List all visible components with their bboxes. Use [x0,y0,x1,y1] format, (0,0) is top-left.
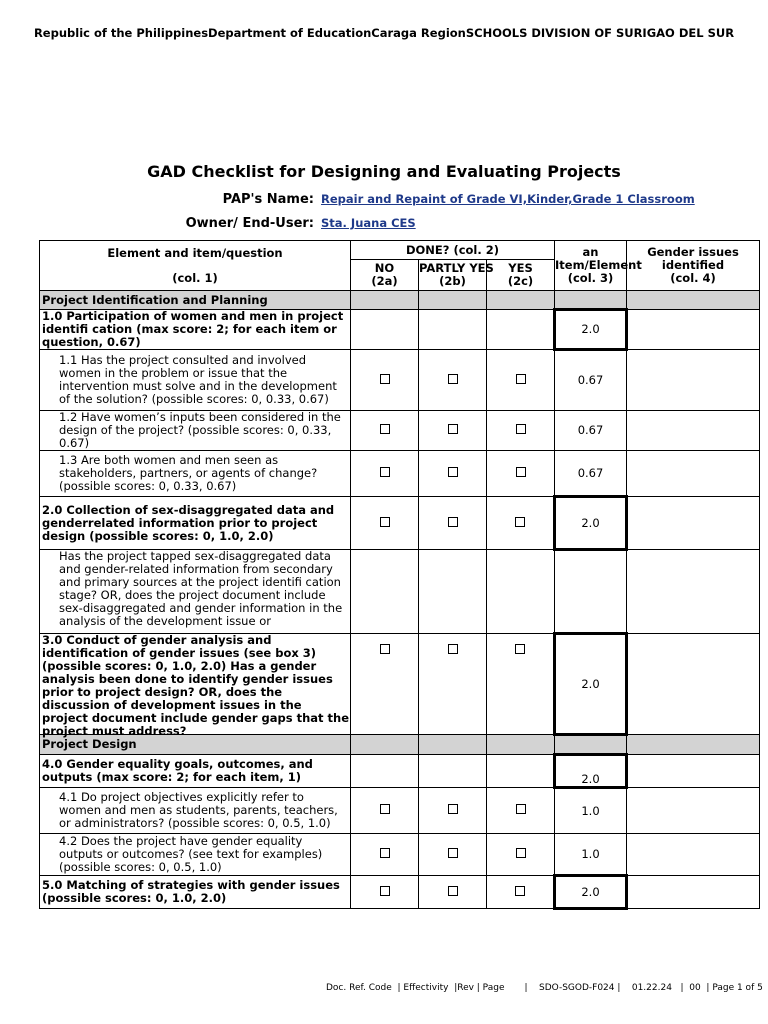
table-row [40,411,760,451]
checkbox-yes[interactable] [516,848,526,858]
paps-label: PAP's Name: [222,192,314,207]
gender-issues-cell[interactable] [627,876,760,909]
table-row [40,497,760,550]
col3-header-title: an Item/Element [555,245,642,272]
col1-header-sub: (col. 1) [172,270,218,285]
score-cell: 2.0 [555,310,627,350]
no-sub: (2a) [371,274,398,288]
checkbox-partly-yes[interactable] [448,886,458,896]
score-cell: 1.0 [555,788,627,834]
owner-value[interactable]: Sta. Juana CES [321,216,416,230]
checkbox-yes[interactable] [516,424,526,434]
checkbox-no[interactable] [380,848,390,858]
checkbox-yes[interactable] [515,517,525,527]
checkbox-partly-yes[interactable] [448,517,458,527]
table-row [40,755,760,788]
checkbox-partly-yes[interactable] [448,848,458,858]
col3-header [555,241,642,291]
checkbox-no[interactable] [380,374,390,384]
col3-header-sub: (col. 3) [567,271,614,285]
table-row [40,451,760,497]
score-cell: 2.0 [555,634,627,735]
section-label: Project Design [40,735,351,755]
partly-header [419,260,494,291]
agency-header: Republic of the PhilippinesDepartment of EducationCaraga RegionSCHOOLS DIVISION OF SURIGAO DEL SUR [33,26,735,40]
partly-label: PARTLY YES [419,261,494,275]
question-text: 1.1 Has the project consulted and involved women in the problem or issue that the intervention must solve and in the development of the solution? (possible scores: 0, 0.33, 0.67) [40,350,351,411]
gender-issues-cell[interactable] [627,834,760,876]
score-cell: 2.0 [555,876,627,909]
checkbox-no[interactable] [380,467,390,477]
checkbox-yes[interactable] [516,374,526,384]
checkbox-partly-yes[interactable] [448,644,458,654]
gender-issues-cell[interactable] [627,634,760,735]
checkbox-no[interactable] [380,517,390,527]
yes-sub: (2c) [507,274,534,288]
col4-header [627,241,760,291]
document-footer: Doc. Ref. Code | Effectivity |Rev | Page | SDO-SGOD-F024 | 01.22.24 | 00 | Page 1 of 5 [326,983,763,993]
gender-issues-cell[interactable] [627,550,760,634]
col1-header [40,241,351,291]
score-cell: 0.67 [555,350,627,411]
question-text-inner: 3.0 Conduct of gender analysis and identification of gender issues (see box 3) (possible scores: 0, 1.0, 2.0) Has a gender analysis been done to identify gender issues prior to project design? OR, does the discussion of development issues in the project document include gender gaps that the project must address? [42,633,350,738]
checkbox-yes[interactable] [516,804,526,814]
gender-issues-cell[interactable] [627,411,760,451]
gender-issues-cell[interactable] [627,788,760,834]
table-row [40,876,760,909]
done-header: DONE? (col. 2) [351,241,555,260]
document-title: GAD Checklist for Designing and Evaluating Projects [147,162,621,181]
gad-checklist-table [39,240,760,910]
no-label: NO [374,261,395,275]
score-cell: 2.0 [555,497,627,550]
question-text: 4.0 Gender equality goals, outcomes, and outputs (max score: 2; for each item, 1) [40,755,351,788]
table-row [40,350,760,411]
checkbox-no[interactable] [380,644,390,654]
checkbox-no[interactable] [380,424,390,434]
checkbox-yes[interactable] [516,467,526,477]
owner-row [0,216,768,236]
gender-issues-cell[interactable] [627,497,760,550]
col1-header-title: Element and item/question [107,245,283,260]
section-label: Project Identification and Planning [40,291,351,310]
checkbox-yes[interactable] [515,644,525,654]
question-text: 1.0 Participation of women and men in project identifi cation (max score: 2; for each item or question, 0.67) [40,310,351,350]
question-text: 4.2 Does the project have gender equality outputs or outcomes? (see text for examples) (possible scores: 0, 0.5, 1.0) [40,834,351,876]
table-row [40,634,760,735]
score-cell: 0.67 [555,411,627,451]
checkbox-partly-yes[interactable] [448,804,458,814]
paps-value[interactable]: Repair and Repaint of Grade VI,Kinder,Grade 1 Classroom [321,192,695,206]
checkbox-partly-yes[interactable] [448,374,458,384]
gender-issues-cell[interactable] [627,451,760,497]
score-cell: 1.0 [555,834,627,876]
question-text-inner: Has the project tapped sex-disaggregated data and gender-related information from secondary and primary sources at the project identifi cation stage? OR, does the project document include sex-disaggregated and gender information in the analysis of the development issue or [59,549,343,628]
owner-label: Owner/ End-User: [185,216,314,231]
gender-issues-cell[interactable] [627,350,760,411]
question-text [40,633,351,738]
score-cell [555,550,627,634]
gender-issues-cell[interactable] [627,755,760,788]
table-row [40,834,760,876]
table-row [40,788,760,834]
yes-header [487,260,555,291]
checkbox-partly-yes[interactable] [448,467,458,477]
no-header [351,260,419,291]
table-row [40,550,760,634]
question-text: 4.1 Do project objectives explicitly refer to women and men as students, parents, teachers, or administrators? (possible scores: 0, 0.5, 1.0) [40,788,351,834]
score-cell: 0.67 [555,451,627,497]
checkbox-no[interactable] [380,886,390,896]
partly-sub: (2b) [439,274,466,288]
col4-header-title: Gender issues identified [647,245,739,272]
question-text: 1.2 Have women’s inputs been considered in the design of the project? (possible scores: 0, 0.33, 0.67) [40,411,351,451]
checkbox-yes[interactable] [515,886,525,896]
gender-issues-cell[interactable] [627,310,760,350]
yes-label: YES [508,261,533,275]
question-text: 5.0 Matching of strategies with gender issues (possible scores: 0, 1.0, 2.0) [40,876,351,909]
question-text: 1.3 Are both women and men seen as stakeholders, partners, or agents of change? (possible scores: 0, 0.33, 0.67) [40,451,351,497]
checkbox-partly-yes[interactable] [448,424,458,434]
table-row [40,310,760,350]
question-text [40,550,351,634]
section-row-identification [40,291,760,310]
checkbox-no[interactable] [380,804,390,814]
score-cell: 2.0 [555,755,627,788]
question-text: 2.0 Collection of sex-disaggregated data and genderrelated information prior to project design (possible scores: 0, 1.0, 2.0) [40,497,351,550]
paps-row [0,192,768,212]
col4-header-sub: (col. 4) [670,271,716,285]
